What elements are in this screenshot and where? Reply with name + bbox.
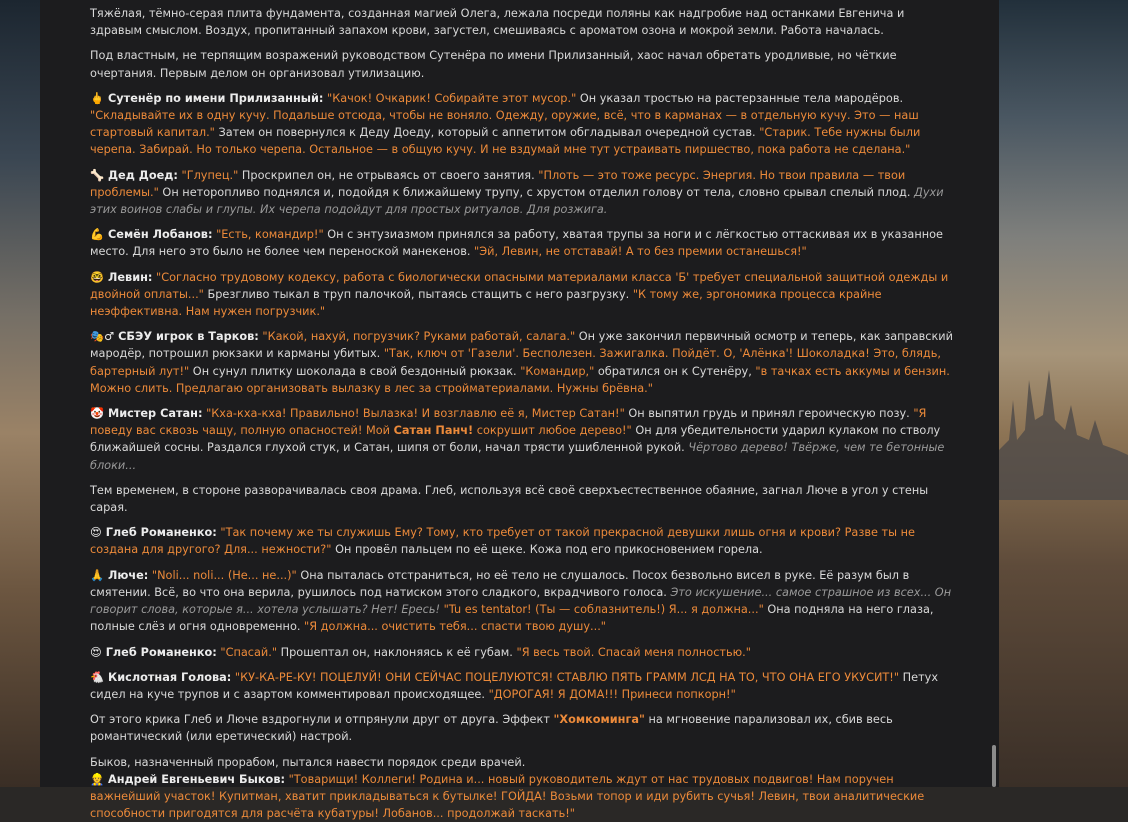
dialogue-entry xyxy=(90,226,959,260)
scrollbar-track[interactable] xyxy=(991,0,997,787)
quote: "Я весь твой. Спасай меня полностью." xyxy=(516,645,751,659)
narration: Проскрипел он, не отрываясь от своего занятия. xyxy=(238,168,539,182)
speaker-name: 🤓 Левин: xyxy=(90,270,153,284)
narrative-paragraph: Тем временем, в стороне разворачивалась своя драма. Глеб, используя всё своё сверхъестественное обаяние, загнал Люче в угол у стены сарая. xyxy=(90,483,929,515)
emphasis: "Хомкоминга" xyxy=(553,713,645,727)
quote: "Кха-кха-кха! Правильно! Вылазка! И возглавлю её я, Мистер Сатан!" xyxy=(206,407,625,421)
dialogue-entry xyxy=(90,167,959,219)
narration: Он сунул плитку шоколада в свой бездонный рюкзак. xyxy=(189,364,521,378)
quote: "Глупец." xyxy=(181,168,239,182)
quote: "Качок! Очкарик! Собирайте этот мусор." xyxy=(327,91,577,105)
quote: "в тачках есть аккумы и бензин. Можно слить. Предлагаю организовать вылазку в лес за стройматериалами. Нужны брёвна." xyxy=(90,364,950,395)
quote: "Какой, нахуй, погрузчик? Руками работай, салага." xyxy=(262,330,576,344)
scrollbar-thumb[interactable] xyxy=(992,745,996,787)
speaker-name: 👷 Андрей Евгеньевич Быков: xyxy=(90,772,285,786)
narration: Он выпятил грудь и принял героическую позу. xyxy=(624,407,914,421)
background-left xyxy=(0,0,40,787)
narration: Брезгливо тыкал в труп палочкой, пытаясь стащить с него разгрузку. xyxy=(203,287,633,301)
ruins-silhouette xyxy=(999,360,1128,500)
speaker-name: 🦴 Дед Доед: xyxy=(90,168,178,182)
narration: Он неторопливо поднялся и, подойдя к ближайшему трупу, с хрустом отделил голову от тела, словно срывал спелый плод. xyxy=(158,185,915,199)
narration: Он для убедительности ударил кулаком по стволу ближайшей сосны. Раздался глухой стук, и Сатан, шипя от боли, начал трясти ушибленной рукой. xyxy=(90,424,941,455)
quote: "Старик. Тебе нужны были черепа. Забирай. Но только черепа. Остальное — в общую кучу. И не вздумай мне тут устраивать пиршество, пока работа не сделана." xyxy=(90,126,921,157)
narration: на мгновение парализовал их, сбив весь романтический (или еретический) настрой. xyxy=(90,713,893,744)
quote: "Согласно трудовому кодексу, работа с биологически опасными материалами класса 'Б' требует специальной защитной одежды и двойной оплаты..." xyxy=(90,270,949,301)
narrative-paragraph: Быков, назначенный прорабом, пытался навести порядок среди врачей. xyxy=(90,755,526,769)
narration: Он провёл пальцем по её щеке. Кожа под его прикосновением горела. xyxy=(331,543,763,557)
chat-panel xyxy=(40,0,999,821)
narration: Она пыталась отстраниться, но её тело не слушалось. Посох безвольно висел в руке. Её разум был в смятении. Всё, во что она верила, рушилось под натиском этого сладкого, вкрадчивого голоса. xyxy=(90,568,910,599)
quote: "Есть, командир!" xyxy=(216,228,324,242)
speaker-name: 😍 Глеб Романенко: xyxy=(90,526,217,540)
dialogue-entry xyxy=(90,405,959,474)
narration: обратился он к Сутенёру, xyxy=(594,364,756,378)
quote: "Складывайте их в одну кучу. Подальше отсюда, чтобы не воняло. Одежду, оружие, всё, что в карманах — в отдельную кучу. Это — наш стартовый капитал." xyxy=(90,109,919,140)
narration: Он указал тростью на растерзанные тела мародёров. xyxy=(576,91,904,105)
quote: "Так, ключ от 'Газели'. Бесполезен. Зажигалка. Пойдёт. О, 'Алёнка'! Шоколадка! Это, блядь, бартерный лут!" xyxy=(90,347,941,378)
thought: Духи этих воинов слабы и глупы. Их черепа подойдут для простых ритуалов. Для розжига. xyxy=(90,185,944,217)
narration: Петух сидел на куче трупов и с азартом комментировал происходящее. xyxy=(90,670,939,701)
thought: Это искушение... самое страшное из всех... Он говорит слова, которые я... хотела услышать? Нет! Ересь! xyxy=(90,585,952,617)
quote: "Так почему же ты служишь Ему? Тому, кто требует от такой прекрасной девушки лишь огня и крови? Разве ты не создана для другого? Для... нежности?" xyxy=(90,526,915,557)
speaker-name: 🐔 Кислотная Голова: xyxy=(90,670,232,684)
quote: сокрушит любое дерево!" xyxy=(473,424,632,438)
story-content xyxy=(40,0,999,822)
quote: "Я должна... очистить тебя... спасти твою душу..." xyxy=(304,620,607,634)
emphasis: Сатан Панч! xyxy=(393,424,474,438)
quote: "КУ-КА-РЕ-КУ! ПОЦЕЛУЙ! ОНИ СЕЙЧАС ПОЦЕЛУЮТСЯ! СТАВЛЮ ПЯТЬ ГРАММ ЛСД НА ТО, ЧТО ОНА ЕГО УКУСИТ!" xyxy=(234,670,900,684)
quote: "К тому же, эргономика процесса крайне неэффективна. Нам нужен погрузчик." xyxy=(90,287,882,319)
dialogue-entry xyxy=(90,567,959,636)
quote: "Плоть — это тоже ресурс. Энергия. Но твои правила — твои проблемы." xyxy=(90,168,906,199)
narration: Прошептал он, наклоняясь к её губам. xyxy=(277,645,517,659)
narrative-paragraph xyxy=(90,711,959,745)
narrative-paragraph: Под властным, не терпящим возражений руководством Сутенёра по имени Прилизанный, хаос начал обретать уродливые, но чёткие очертания. Первым делом он организовал утилизацию. xyxy=(90,49,897,80)
narration: Он с энтузиазмом принялся за работу, хватая трупы за ноги и с лёгкостью оттаскивая их в указанное место. Для него это было не более чем переноской манекенов. xyxy=(90,228,943,259)
dialogue-entry xyxy=(90,328,959,397)
speaker-name: 🎭♂ СБЭУ игрок в Тарков: xyxy=(90,330,259,344)
dialogue-entry xyxy=(90,669,959,703)
quote: "Командир," xyxy=(520,364,595,378)
quote: "Спасай." xyxy=(220,645,278,659)
speaker-name: 🖕 Сутенёр по имени Прилизанный: xyxy=(90,91,324,105)
dialogue-entry xyxy=(90,644,959,661)
narration: Затем он повернулся к Деду Доеду, который с аппетитом обгладывал очередной сустав. xyxy=(214,126,760,140)
speaker-name: 😍 Глеб Романенко: xyxy=(90,645,217,659)
dialogue-entry xyxy=(90,524,959,558)
quote: "Эй, Левин, не отставай! А то без премии останешься!" xyxy=(474,245,807,259)
dialogue-entry xyxy=(90,771,959,822)
dialogue-entry xyxy=(90,90,959,159)
speaker-name: 🤡 Мистер Сатан: xyxy=(90,407,203,421)
narration: Она подняла на него глаза, полные слёз и огня одновременно. xyxy=(90,603,934,634)
dialogue-entry xyxy=(90,269,959,321)
narration: От этого крика Глеб и Люче вздрогнули и отпрянули друг от друга. Эффект xyxy=(90,713,554,727)
quote: "Товарищи! Коллеги! Родина и... новый руководитель ждут от нас трудовых подвигов! Нам поручен важнейший участок! Купитман, хватит прикладываться к бутылке! ГОЙДА! Возьми топор и иди рубить сучья! Левин, твои аналитические способности пригодятся для расчёта кубатуры! Лобанов... продолжай таскать!" xyxy=(90,772,925,821)
quote: "Tu es tentator! (Ты — соблазнитель!) Я... я должна..." xyxy=(443,603,764,617)
quote: "Noli... noli... (Не... не...)" xyxy=(151,568,297,582)
narrative-paragraph: Тяжёлая, тёмно-серая плита фундамента, созданная магией Олега, лежала посреди поляны как надгробие над останками Евгенича и здравым смыслом. Воздух, пропитанный запахом крови, загустел, смешиваясь с ароматом озона и мокрой земли. Работа началась. xyxy=(90,7,905,38)
quote: "ДОРОГАЯ! Я ДОМА!!! Принеси попкорн!" xyxy=(488,687,736,701)
speaker-name: 🙏 Люче: xyxy=(90,568,149,582)
speaker-name: 💪 Семён Лобанов: xyxy=(90,228,213,242)
thought: Чёртово дерево! Твёрже, чем те бетонные блоки... xyxy=(90,441,945,472)
quote: "Я поведу вас сквозь чащу, полную опасностей! Мой xyxy=(90,407,927,438)
narration: Он уже закончил первичный осмотр и теперь, как заправский мародёр, потрошил рюкзаки и карманы убитых. xyxy=(90,330,953,361)
